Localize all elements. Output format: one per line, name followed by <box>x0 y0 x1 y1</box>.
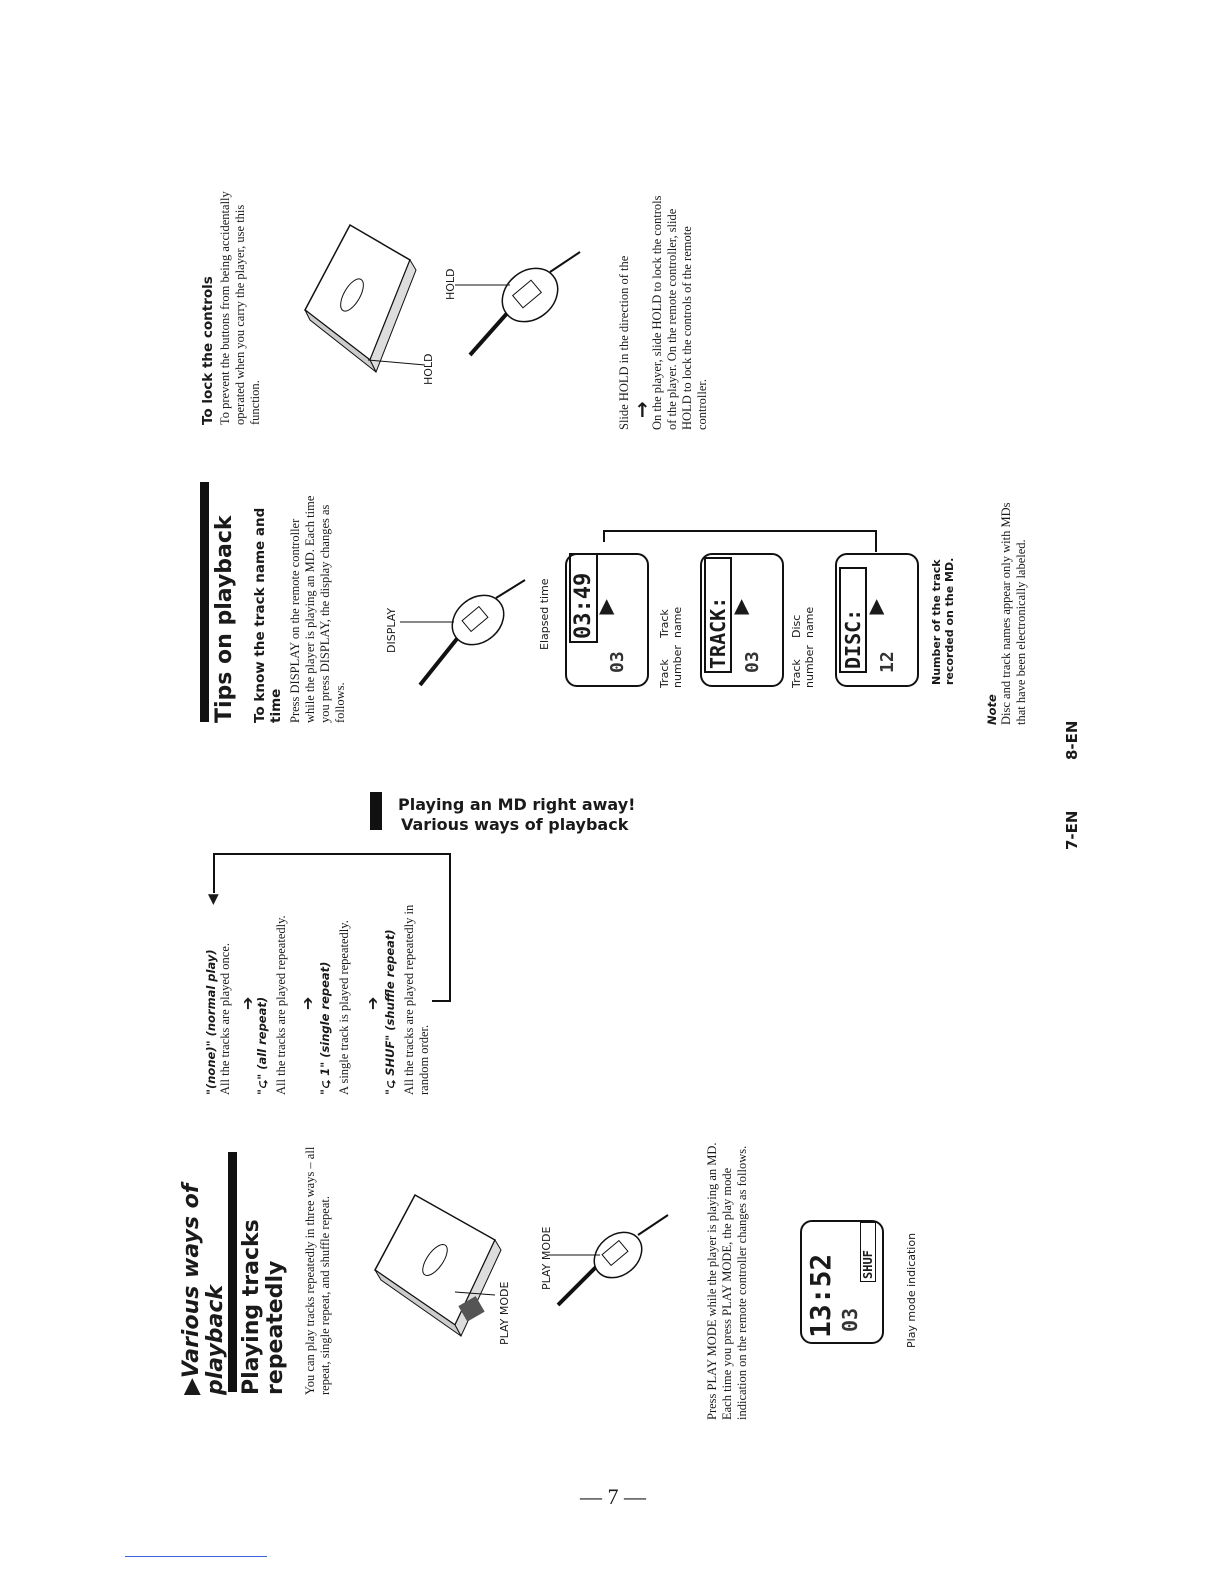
player-play-mode-label-text: PLAY MODE <box>498 1281 511 1345</box>
mode-desc-1: All the tracks are played repeatedly. <box>274 915 288 1095</box>
display-1-bottom <box>742 633 763 673</box>
remote-play-mode-label-text: PLAY MODE <box>540 1226 553 1290</box>
hold-remote-illustration <box>455 240 585 370</box>
lcd-track-text: 03 <box>838 1307 862 1332</box>
section-marker <box>180 1155 228 1395</box>
note-block <box>985 485 1029 725</box>
page-id-left <box>1063 811 1081 850</box>
hold-detail-text: On the player, slide HOLD to lock the controls of the player. On the remote controller, slide HOLD to lock the controls of the remote controller. <box>650 195 709 430</box>
display-0-top-text: 03:49 <box>571 572 596 639</box>
loop-line-c <box>214 853 451 855</box>
right-body <box>288 491 348 723</box>
mode-desc-0: All the tracks are played once. <box>218 942 232 1095</box>
display-lcd-2 <box>835 553 919 687</box>
left-heading-text: Playing tracks repeatedly <box>239 1219 288 1395</box>
display-0-play-icon: ▲ <box>599 593 615 617</box>
hold-label-remote-text: HOLD <box>444 268 457 300</box>
display-2-top-text: DISC: <box>841 608 865 669</box>
page-number-text: — 7 — <box>580 1484 646 1509</box>
display-lcd-1 <box>700 553 784 687</box>
page-id-right-text: 8-EN <box>1063 720 1081 760</box>
banner-bar <box>370 792 382 830</box>
display-1-play-icon: ▲ <box>734 593 750 617</box>
display-remote-illustration <box>400 560 530 700</box>
mode-title-0: "(none)" (normal play) <box>204 949 218 1095</box>
mode-desc-3: All the tracks are played repeatedly in random order. <box>402 904 431 1095</box>
display-2-label-left-text: Track number <box>790 645 816 688</box>
display-1-label-left-text: Track number <box>658 645 684 688</box>
display-2-label-left <box>790 638 816 688</box>
loop-line-b <box>449 853 451 1002</box>
display-1-top <box>704 557 732 673</box>
display-2-label-right <box>790 598 816 638</box>
mode-item-2 <box>318 915 352 1095</box>
loop-line-d <box>213 853 215 893</box>
lcd-mode-text: SHUF <box>861 1250 875 1279</box>
banner-line1: Playing an MD right away! <box>398 795 636 814</box>
last-caption-text: Number of the track recorded on the MD. <box>930 557 956 685</box>
right-subheading <box>252 493 284 723</box>
left-intro <box>303 1145 333 1395</box>
display-label-text: DISPLAY <box>385 607 398 653</box>
display-2-label-right-text: Disc name <box>790 606 816 638</box>
mode-item-1 <box>255 915 289 1095</box>
page-id-left-text: 7-EN <box>1063 810 1081 850</box>
display-1-bottom-text: 03 <box>742 651 763 673</box>
left-heading <box>240 1155 288 1395</box>
lock-body-text: To prevent the buttons from being accidentally operated when you carry the player, use this function. <box>218 191 262 425</box>
display-loop-right <box>875 530 877 552</box>
right-heading <box>213 483 237 723</box>
display-0-bottom <box>607 633 628 673</box>
hold-step-text: Slide HOLD in the direction of the <box>617 255 631 430</box>
banner-line2: Various ways of playback <box>401 815 629 834</box>
remote-play-mode-label <box>540 1200 553 1290</box>
mode-title-1: "⮎" (all repeat) <box>255 996 269 1095</box>
player-illustration <box>355 1180 505 1350</box>
display-lcd-0 <box>565 553 649 687</box>
heading-bar <box>228 1152 237 1392</box>
note-body: Disc and track names appear only with MDs that have been electronically labeled. <box>999 502 1028 725</box>
display-2-bottom <box>877 633 898 673</box>
hold-detail <box>650 190 710 430</box>
lcd-mode <box>860 1222 876 1282</box>
arrow-1: ➔ <box>298 996 317 1010</box>
lock-heading <box>200 225 216 425</box>
lock-body <box>218 185 263 425</box>
last-caption <box>930 545 956 685</box>
lcd-time-text: 13:52 <box>804 1253 837 1338</box>
display-0-label-right-text: Elapsed time <box>538 578 551 650</box>
mode-title-3: "⮎ SHUF" (shuffle repeat) <box>383 929 397 1095</box>
arrow-0: ➔ <box>238 996 257 1010</box>
display-0-bottom-text: 03 <box>607 651 628 673</box>
arrow-2: ➔ <box>363 996 382 1010</box>
mode-title-2: "⮎ 1" (single repeat) <box>318 961 332 1095</box>
right-heading-text: Tips on playback <box>212 515 237 723</box>
loop-line-a <box>432 1000 450 1002</box>
mode-item-3 <box>383 895 432 1095</box>
display-label <box>385 593 398 653</box>
display-1-label-right-text: Track name <box>658 606 684 638</box>
hold-step <box>617 210 632 430</box>
page-number <box>580 1484 646 1510</box>
display-0-top <box>569 553 598 643</box>
player-play-mode-label <box>498 1235 511 1345</box>
display-0-label-right <box>538 550 551 650</box>
display-2-play-icon: ▲ <box>869 593 885 617</box>
lcd-caption-text: Play mode indication <box>905 1232 918 1348</box>
section-marker-text: ▶Various ways of playback <box>179 1183 228 1395</box>
display-1-top-text: TRACK: <box>706 596 730 669</box>
right-body-text: Press DISPLAY on the remote controller while the player is playing an MD. Each time you press DISPLAY, the display changes as follows. <box>288 495 347 723</box>
display-1-label-left <box>658 638 684 688</box>
lock-heading-text: To lock the controls <box>200 276 216 425</box>
hold-player-illustration <box>290 210 430 390</box>
mode-item-0 <box>204 915 233 1095</box>
right-subheading-text: To know the track name and time <box>252 507 284 723</box>
note-title: Note <box>985 694 999 725</box>
loop-arrow: ◀ <box>205 894 221 905</box>
play-mode-lcd <box>800 1220 884 1344</box>
display-loop-left <box>603 530 605 542</box>
right-heading-bar <box>200 482 209 722</box>
left-instructions <box>705 1140 750 1420</box>
mode-desc-2: A single track is played repeatedly. <box>337 920 351 1095</box>
display-2-top <box>839 567 867 673</box>
left-instructions-text: Press PLAY MODE while the player is playing an MD. Each time you press PLAY MODE, the play mode indication on the remote controller changes as follows. <box>705 1142 749 1420</box>
lcd-caption <box>905 1208 918 1348</box>
hold-label-remote <box>444 250 457 300</box>
left-intro-text: You can play tracks repeatedly in three ways – all repeat, single repeat, and shuffle repeat. <box>303 1146 332 1395</box>
lcd-track <box>838 1292 862 1332</box>
lcd-time <box>804 1226 837 1338</box>
hold-direction-arrow-icon: ↑ <box>634 398 651 422</box>
banner <box>398 795 635 835</box>
link-underline <box>125 1556 267 1557</box>
display-1-label-right <box>658 598 684 638</box>
display-2-bottom-text: 12 <box>877 651 898 673</box>
page-id-right <box>1063 721 1081 760</box>
hold-label-player-text: HOLD <box>422 353 435 385</box>
remote-illustration <box>548 1210 678 1320</box>
hold-label-player <box>422 335 435 385</box>
display-loop-top <box>603 530 876 532</box>
